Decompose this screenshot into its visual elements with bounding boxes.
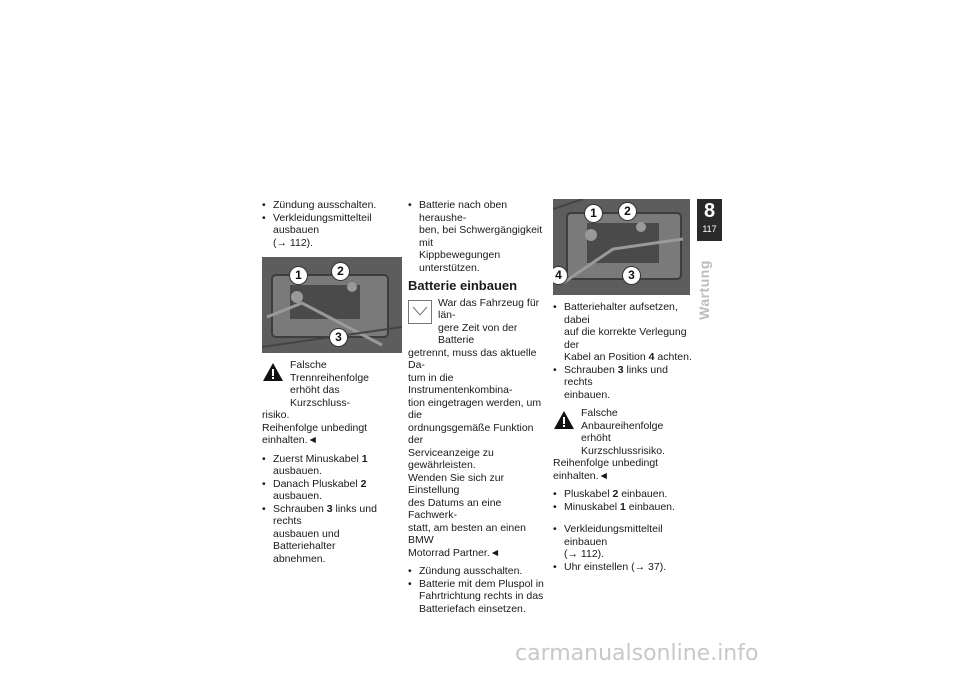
insert-battery-list — [408, 565, 548, 615]
info-icon — [408, 300, 432, 324]
warning-row — [262, 359, 402, 409]
warning-line: Reihenfolge unbedingt — [262, 421, 368, 434]
warning-line: erhöht das Kurzschluss- — [290, 384, 351, 409]
page-ref-link[interactable]: (→ 112). — [564, 548, 605, 560]
info-block: War das Fahrzeug für län- gere Zeit von der Batterie getrennt, muss das aktuelle Da- tum in die Instrumentenkombina- tion eingetragen werden, um die ordnungsgemäße Funktion der Serviceanzeige zu gewährleisten. Wenden Sie sich zur Einstellung des Datums an eine Fachwerk- statt, am besten an einen BMW Motorrad Partner.◄ — [408, 297, 548, 560]
warning-line: risiko. — [262, 409, 290, 421]
page-number: 117 — [702, 224, 717, 234]
chapter-tab — [697, 199, 722, 241]
battery-removal-photo — [262, 257, 402, 353]
warning-text-head — [290, 359, 402, 409]
watermark-text: carmanualsonline.info — [515, 641, 759, 666]
warning-text-head: Falsche Anbaureihenfolge erhöht Kurzschlussrisiko. — [581, 407, 666, 457]
list-item: • Schrauben 3 links und rechts einbauen. — [553, 364, 693, 402]
callout-2: 2 — [619, 203, 636, 220]
warning-line: Falsche Trennreihenfolge — [290, 359, 369, 384]
list-item-text: Verkleidungsmittelteil ausbauen — [273, 211, 372, 236]
list-item: • Minuskabel 1 einbauen. — [553, 501, 693, 514]
final-steps-list — [553, 523, 693, 573]
list-item: • Zündung ausschalten. — [262, 199, 402, 212]
info-row — [408, 297, 548, 347]
callout-2: 2 — [332, 263, 349, 280]
lift-battery-list — [408, 199, 548, 274]
list-item: • Zündung ausschalten. — [408, 565, 548, 578]
warning-block — [262, 359, 402, 447]
list-item: • Verkleidungsmittelteil einbauen (→ 112). — [553, 523, 693, 561]
list-item: • Batterie nach oben heraushe- ben, bei Schwergängigkeit mit Kippbewegungen unterstützen. — [408, 199, 548, 274]
warning-row — [553, 407, 693, 457]
callout-1: 1 — [290, 267, 307, 284]
warning-line: einhalten.◄ — [262, 434, 318, 446]
list-item: • Zuerst Minuskabel 1 ausbauen. — [262, 453, 402, 478]
list-item[interactable]: • Uhr einstellen (→ 37). — [553, 561, 693, 574]
warning-icon — [262, 362, 284, 382]
removal-steps-list — [262, 453, 402, 566]
warning-icon — [553, 410, 575, 430]
callout-4: 4 — [553, 267, 567, 284]
removal-prep-list — [262, 199, 402, 249]
list-item: • Danach Pluskabel 2 ausbauen. — [262, 478, 402, 503]
list-item — [262, 212, 402, 250]
page-ref-link[interactable]: (→ 112). — [273, 236, 314, 249]
section-heading: Batterie einbauen — [408, 278, 518, 293]
chapter-number: 8 — [703, 200, 716, 222]
battery-install-photo — [553, 199, 690, 295]
list-item: • Batterie mit dem Pluspol in Fahrtrichtung rechts in das Batteriefach einsetzen. — [408, 578, 548, 616]
list-item: • Schrauben 3 links und rechts ausbauen und Batteriehalter abnehmen. — [262, 503, 402, 566]
list-item: • Batteriehalter aufsetzen, dabei auf die korrekte Verlegung der Kabel an Position 4 achten. — [553, 301, 693, 364]
holder-install-list — [553, 301, 693, 401]
column-3 — [553, 199, 693, 573]
list-item: • Pluskabel 2 einbauen. — [553, 488, 693, 501]
callout-1: 1 — [585, 205, 602, 222]
column-2 — [408, 199, 548, 615]
warning-block: Falsche Anbaureihenfolge erhöht Kurzschlussrisiko. Reihenfolge unbedingt einhalten.◄ — [553, 407, 693, 482]
callout-3: 3 — [330, 329, 347, 346]
column-1 — [262, 199, 402, 565]
info-text-head: War das Fahrzeug für län- gere Zeit von der Batterie — [438, 296, 540, 346]
callout-3: 3 — [623, 267, 640, 284]
cable-install-list — [553, 488, 693, 513]
chapter-side-label: Wartung — [696, 260, 712, 320]
